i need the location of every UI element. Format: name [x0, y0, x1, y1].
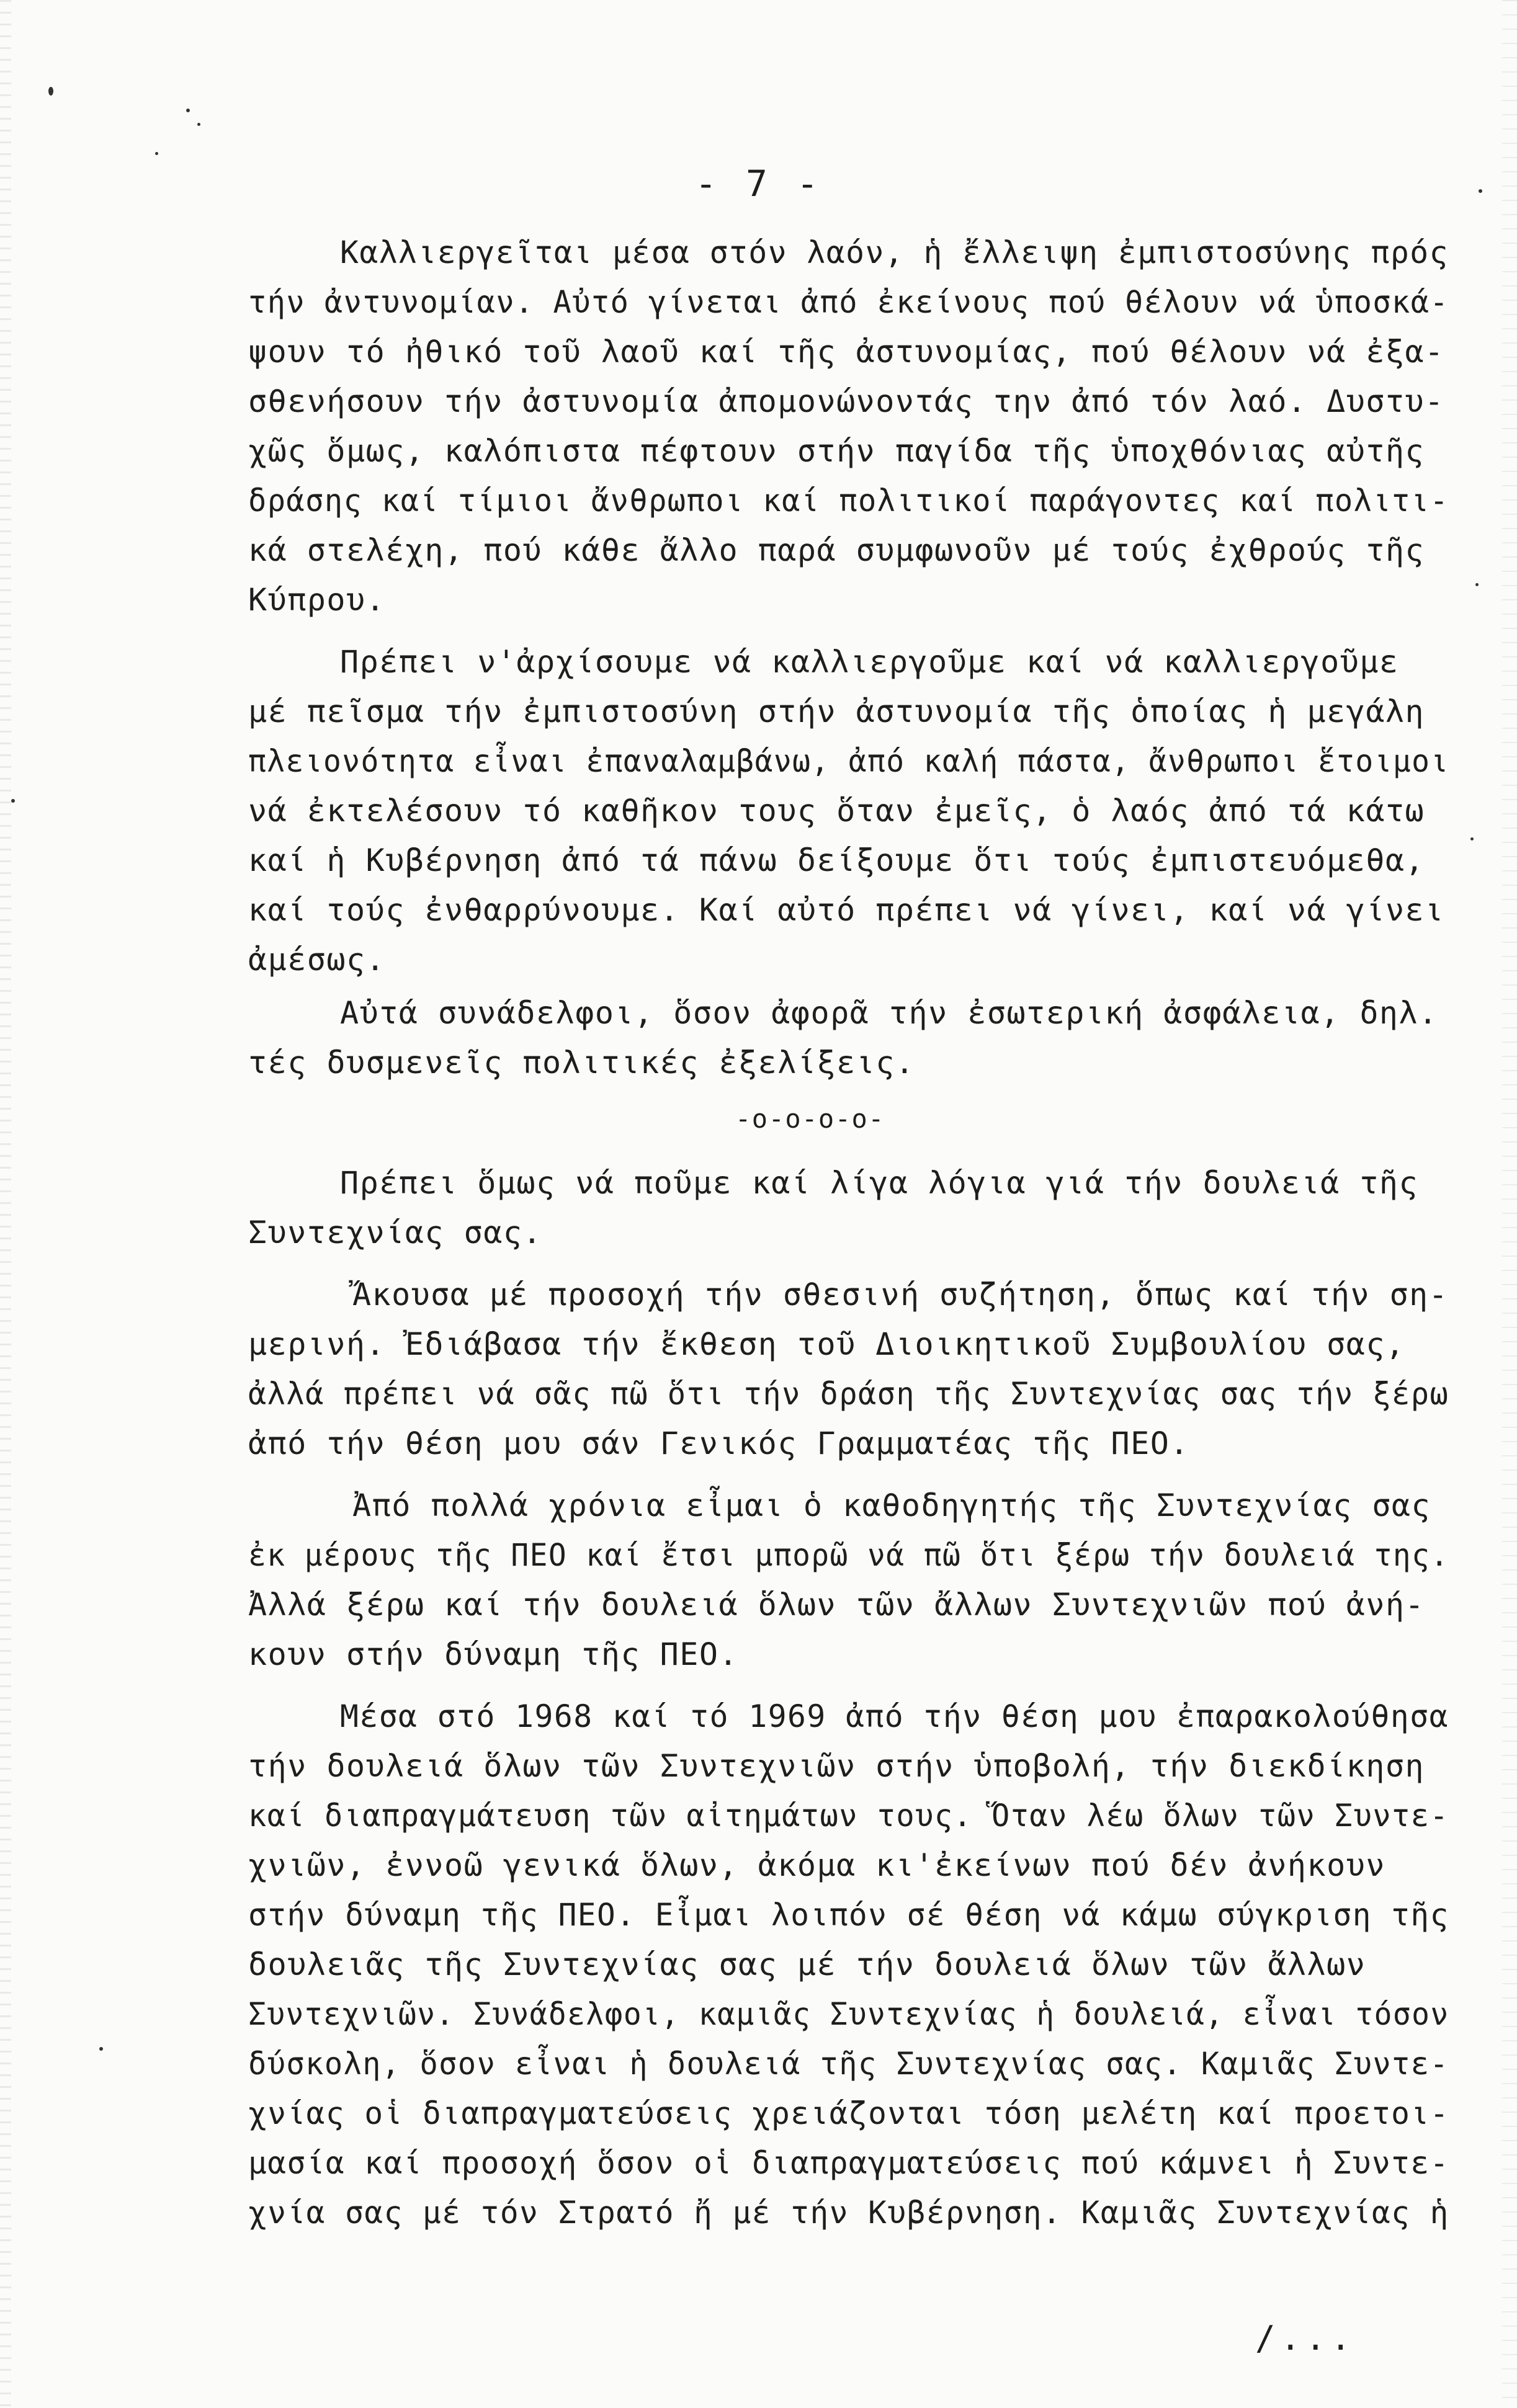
text-line: ἀμέσως. [248, 942, 386, 978]
section-divider: -ο-ο-ο-ο- [735, 1104, 885, 1134]
text-line: Πρέπει ν'ἀρχίσουμε νά καλλιεργοῦμε καί νά καλλιεργοῦμε [340, 644, 1399, 680]
scan-speck [1475, 583, 1479, 586]
text-line: τήν ἀντυνομίαν. Αὐτό γίνεται ἀπό ἐκείνους πού θέλουν νά ὑποσκά- [248, 284, 1449, 320]
text-line: χῶς ὅμως, καλόπιστα πέφτουν στήν παγίδα τῆς ὑποχθόνιας αὐτῆς [248, 433, 1425, 469]
text-line: ἀπό τήν θέση μου σάν Γενικός Γραμματέας τῆς ΠΕΟ. [248, 1425, 1189, 1461]
text-line: καί τούς ἐνθαρρύνουμε. Καί αὐτό πρέπει νά γίνει, καί νά γίνει [248, 892, 1444, 928]
text-line: χνιῶν, ἐννοῶ γενικά ὅλων, ἀκόμα κι'ἐκείνων πού δέν ἀνήκουν [248, 1847, 1385, 1883]
text-line: μερινή. Ἐδιάβασα τήν ἔκθεση τοῦ Διοικητικοῦ Συμβουλίου σας, [248, 1326, 1405, 1362]
continuation-mark: /... [1255, 2319, 1356, 2358]
text-line: Καλλιεργεῖται μέσα στόν λαόν, ἡ ἔλλειψη ἐμπιστοσύνης πρός [340, 234, 1449, 270]
text-line: πλειονότητα εἶναι ἐπαναλαμβάνω, ἀπό καλή πάστα, ἄνθρωποι ἕτοιμοι [248, 743, 1449, 779]
scan-edge-right [1502, 0, 1517, 2408]
text-line: ἀλλά πρέπει νά σᾶς πῶ ὅτι τήν δράση τῆς Συντεχνίας σας τήν ξέρω [248, 1376, 1449, 1412]
text-line: δύσκολη, ὅσον εἶναι ἡ δουλειά τῆς Συντεχνίας σας. Καμιᾶς Συντε- [248, 2046, 1449, 2082]
text-line: καί ἡ Κυβέρνηση ἀπό τά πάνω δείξουμε ὅτι τούς ἐμπιστευόμεθα, [248, 842, 1425, 878]
text-line: στήν δύναμη τῆς ΠΕΟ. Εἶμαι λοιπόν σέ θέση νά κάμω σύγκριση τῆς [248, 1897, 1449, 1933]
text-line: σθενήσουν τήν ἀστυνομία ἀπομονώνοντάς την ἀπό τόν λαό. Δυστυ- [248, 383, 1444, 419]
scan-edge-left [0, 0, 11, 2408]
text-line: Μέσα στό 1968 καί τό 1969 ἀπό τήν θέση μου ἐπαρακολούθησα [340, 1698, 1449, 1734]
text-line: νά ἐκτελέσουν τό καθῆκον τους ὅταν ἐμεῖς, ὁ λαός ἀπό τά κάτω [248, 793, 1425, 829]
text-line: κά στελέχη, πού κάθε ἄλλο παρά συμφωνοῦν μέ τούς ἐχθρούς τῆς [248, 532, 1425, 568]
text-line: Πρέπει ὅμως νά ποῦμε καί λίγα λόγια γιά τήν δουλειά τῆς [340, 1165, 1419, 1201]
text-line: ψουν τό ἠθικό τοῦ λαοῦ καί τῆς ἀστυνομίας, πού θέλουν νά ἐξα- [248, 334, 1444, 370]
text-line: Ἀλλά ξέρω καί τήν δουλειά ὅλων τῶν ἄλλων Συντεχνιῶν πού ἀνή- [248, 1587, 1425, 1623]
text-line: μασία καί προσοχή ὅσον οἱ διαπραγματεύσεις πού κάμνει ἡ Συντε- [248, 2145, 1449, 2181]
text-line: Ἀπό πολλά χρόνια εἶμαι ὁ καθοδηγητής τῆς Συντεχνίας σας [352, 1487, 1431, 1523]
text-line: καί διαπραγμάτευση τῶν αἰτημάτων τους. Ὅταν λέω ὅλων τῶν Συντε- [248, 1798, 1449, 1834]
text-line: δουλειᾶς τῆς Συντεχνίας σας μέ τήν δουλειά ὅλων τῶν ἄλλων [248, 1946, 1366, 1982]
text-line: Ἄκουσα μέ προσοχή τήν σθεσινή συζήτηση, ὅπως καί τήν ση- [352, 1277, 1449, 1313]
text-line: Συντεχνίας σας. [248, 1215, 543, 1251]
text-line: Συντεχνιῶν. Συνάδελφοι, καμιᾶς Συντεχνίας ἡ δουλειά, εἶναι τόσον [248, 1996, 1449, 2032]
text-line: τές δυσμενεῖς πολιτικές ἐξελίξεις. [248, 1045, 915, 1081]
text-line: ἐκ μέρους τῆς ΠΕΟ καί ἔτσι μπορῶ νά πῶ ὅτι ξέρω τήν δουλειά της. [248, 1537, 1449, 1573]
text-line: Αὐτά συνάδελφοι, ὅσον ἀφορᾶ τήν ἐσωτερική ἀσφάλεια, δηλ. [340, 995, 1438, 1031]
text-line: χνία σας μέ τόν Στρατό ἤ μέ τήν Κυβέρνηση. Καμιᾶς Συντεχνίας ἡ [248, 2195, 1449, 2231]
scan-speck [99, 2047, 103, 2051]
scan-speck [186, 109, 190, 112]
scan-speck [1470, 837, 1474, 841]
text-line: Κύπρου. [248, 582, 386, 618]
text-line: τήν δουλειά ὅλων τῶν Συντεχνιῶν στήν ὑποβολή, τήν διεκδίκηση [248, 1748, 1425, 1784]
scan-speck [11, 799, 15, 803]
text-line: χνίας οἱ διαπραγματεύσεις χρειάζονται τόση μελέτη καί προετοι- [248, 2095, 1449, 2131]
scan-speck [48, 87, 53, 96]
page-number: - 7 - [695, 163, 822, 205]
text-line: δράσης καί τίμιοι ἄνθρωποι καί πολιτικοί παράγοντες καί πολιτι- [248, 483, 1449, 519]
text-line: κουν στήν δύναμη τῆς ΠΕΟ. [248, 1636, 739, 1672]
text-line: μέ πεῖσμα τήν ἐμπιστοσύνη στήν ἀστυνομία τῆς ὁποίας ἡ μεγάλη [248, 693, 1425, 729]
scan-speck [155, 152, 158, 155]
scan-speck [197, 123, 200, 126]
